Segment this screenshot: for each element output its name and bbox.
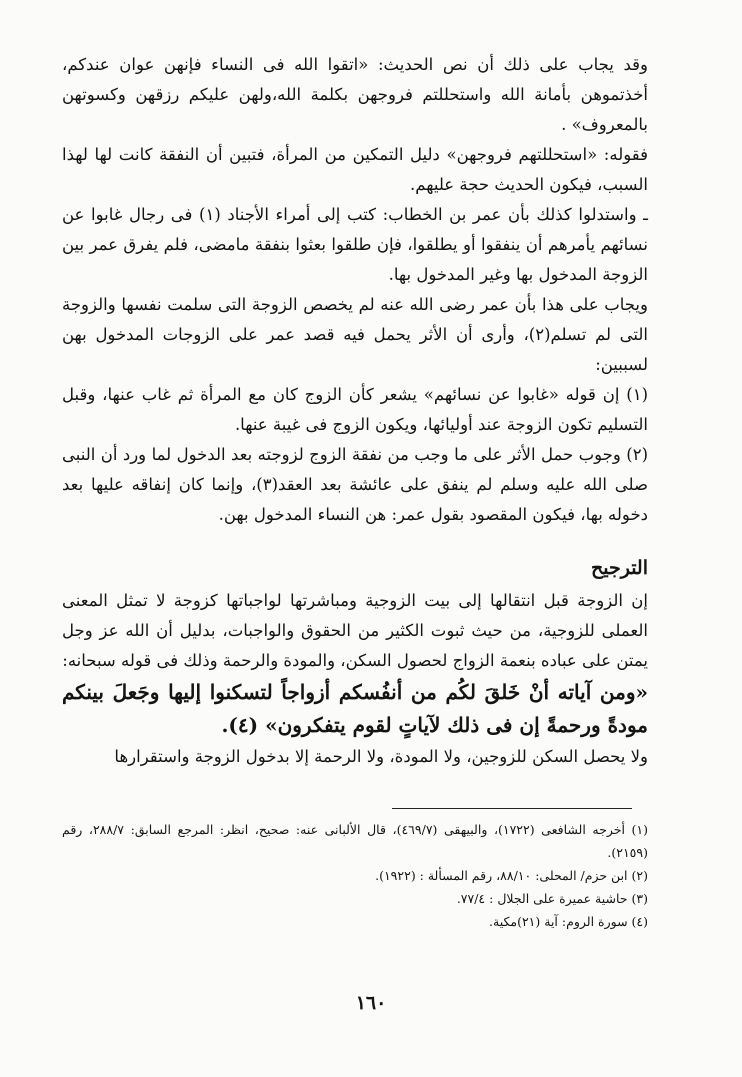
verse-text: «ومن آياته أنْ خَلقَ لكُم من أنفُسكم أزواجاً لتسكنوا إليها وجَعلَ بينكم مودةً ورحمةً إن فى ذلك لآياتٍ لقوم يتفكرون» <box>62 680 648 737</box>
section-title: الترجيح <box>590 557 648 579</box>
paragraph: ويجاب على هذا بأن عمر رضى الله عنه لم يخصص الزوجة التى سلمت نفسها والزوجة التى لم تسلم(٢)، وأرى أن الأثر يحمل فيه قصد عمر على الزوجات المدخول بهن لسببين: <box>62 295 649 374</box>
footnote-divider <box>392 808 632 809</box>
section-paragraph: إن الزوجة قبل انتقالها إلى بيت الزوجية ومباشرتها لواجباتها كزوجة لا تمثل المعنى العملى للزوجية، من حيث ثبوت الكثير من الحقوق والواجبات، بدليل أن الله عز وجل يمتن على عباده بنعمة الزواج لحصول السكن، والمودة والرحمة وذلك فى قوله سبحانه: <box>62 591 648 670</box>
footnote: (١) أخرجه الشافعى (١٧٢٢)، والبيهقى (٤٦٩/٧)، قال الألبانى عنه: صحيح، انظر: المرجع السابق: ٢٨٨/٧، رقم (٢١٥٩). <box>62 822 648 860</box>
paragraph: وقد يجاب على ذلك أن نص الحديث: «اتقوا الله فى النساء فإنهن عوان عندكم، أخذتموهن بأمانة الله واستحللتم فروجهن بكلمة الله،ولهن عليكم رزقهن وكسوتهن بالمعروف» . <box>62 55 648 134</box>
main-text <box>62 50 648 772</box>
footnote: (٢) ابن حزم/ المحلى: ٨٨/١٠، رقم المسألة : (١٩٢٢). <box>375 868 648 883</box>
closing-line: ولا يحصل السكن للزوجين، ولا المودة، ولا الرحمة إلا بدخول الزوجة واستقرارها <box>114 747 648 766</box>
paragraph: ـ واستدلوا كذلك بأن عمر بن الخطاب: كتب إلى أمراء الأجناد (١) فى رجال غابوا عن نسائهم يأمرهم أن ينفقوا أو يطلقوا، فإن طلقوا بعثوا بنفقة مامضى، فلم يفرق عمر بين الزوجة المدخول بها وغير المدخول بها. <box>62 205 648 284</box>
page-number: ١٦٠ <box>355 992 387 1014</box>
footnotes <box>62 818 648 933</box>
paragraph: (١) إن قوله «غابوا عن نسائهم» يشعر كأن الزوج كان مع المرأة ثم غاب عنها، وقبل التسليم تكون الزوجة عند أوليائها، ويكون الزوج فى غيبة عنها. <box>62 385 648 434</box>
footnote: (٤) سورة الروم: آية (٢١)مكية. <box>489 914 648 929</box>
quran-verse <box>62 676 648 742</box>
footnote: (٣) حاشية عميرة على الجلال : ٧٧/٤. <box>456 891 648 906</box>
paragraph: فقوله: «استحللتهم فروجهن» دليل التمكين من المرأة، فتبين أن النفقة كانت لها لهذا السبب، فيكون الحديث حجة عليهم. <box>62 145 648 194</box>
verse-footnote-ref: (٤). <box>221 713 259 737</box>
paragraph: (٢) وجوب حمل الأثر على ما وجب من نفقة الزوج لزوجته بعد الدخول لما ورد أن النبى صلى الله عليه وسلم لم ينفق على عائشة بعد العقد(٣)، وإنما كان إنفاقه عليها بعد دخوله بها، فيكون المقصود بقول عمر: هن النساء المدخول بهن. <box>62 445 648 524</box>
